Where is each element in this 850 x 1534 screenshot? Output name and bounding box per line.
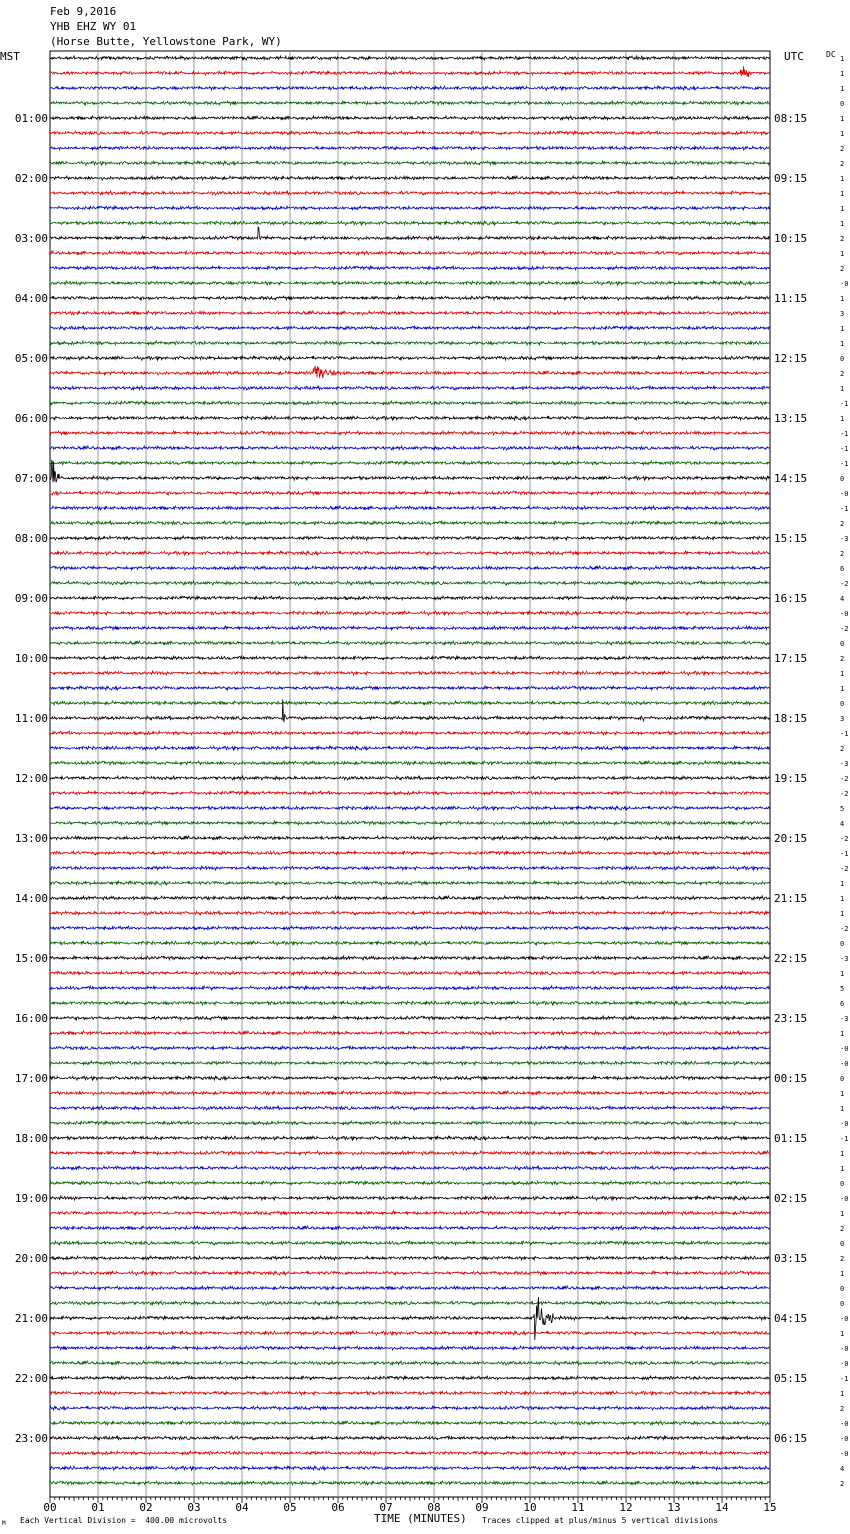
dc-offset-value: 1 [840,1030,845,1038]
x-tick-label: 07 [379,1501,393,1514]
station-code: YHB EHZ WY 01 [50,20,137,33]
dc-offset-value: 1 [840,205,845,213]
mst-hour-label: 10:00 [14,652,48,665]
recording-date: Feb 9,2016 [50,5,117,18]
seismic-trace-24 [50,416,769,421]
seismic-trace-4 [50,116,769,120]
dc-offset-value: -0 [840,1195,849,1203]
mst-hour-label: 19:00 [14,1192,48,1205]
dc-offset-value: -2 [840,625,849,633]
dc-offset-value: 1 [840,325,845,333]
utc-hour-label: 13:15 [774,412,808,425]
x-tick-label: 02 [139,1501,153,1514]
seismic-trace-58 [50,926,769,930]
dc-offset-value: 2 [840,1225,845,1233]
dc-offset-value: 0 [840,1285,845,1293]
seismic-trace-47 [50,761,769,765]
utc-hour-label: 06:15 [774,1432,808,1445]
dc-offset-value: 4 [840,595,845,603]
dc-offset-value: 0 [840,1240,845,1248]
dc-offset-value: 6 [840,565,845,573]
dc-offset-value: -1 [840,460,849,468]
mst-hour-label: 01:00 [14,112,48,125]
seismic-trace-7 [50,161,769,165]
mst-hour-label: 09:00 [14,592,48,605]
dc-offset-value: 1 [840,220,845,228]
left-timezone-label: MST [0,50,20,63]
seismic-trace-41 [50,671,769,676]
dc-offset-value: -0 [840,1045,849,1053]
dc-offset-value: -3 [840,535,849,543]
seismic-trace-42 [50,686,769,690]
dc-offset-value: 5 [840,985,845,993]
seismic-trace-32 [50,536,769,540]
seismic-trace-13 [50,251,769,255]
x-tick-label: 15 [763,1501,777,1514]
seismic-trace-83 [50,1301,769,1305]
dc-offset-value: -2 [840,835,849,843]
dc-offset-value: -1 [840,445,849,453]
seismic-trace-49 [50,791,769,795]
seismic-trace-15 [50,281,769,286]
station-location: (Horse Butte, Yellowstone Park, WY) [50,35,282,48]
x-tick-label: 13 [667,1501,681,1514]
x-tick-label: 14 [715,1501,729,1514]
dc-offset-value: -0 [840,1420,849,1428]
seismic-trace-14 [50,266,769,270]
dc-offset-value: 1 [840,1150,845,1158]
seismic-trace-70 [50,1106,769,1110]
seismic-trace-39 [50,641,769,645]
x-tick-label: 05 [283,1501,297,1514]
seismic-trace-30 [50,506,769,510]
dc-offset-value: -1 [840,430,849,438]
seismic-trace-33 [50,551,769,556]
mst-hour-label: 15:00 [14,952,48,965]
seismic-trace-64 [50,1016,769,1020]
seismic-trace-51 [50,821,769,825]
utc-hour-label: 17:15 [774,652,808,665]
mst-hour-label: 21:00 [14,1312,48,1325]
seismic-trace-16 [50,296,769,300]
dc-offset-value: 1 [840,70,845,78]
dc-offset-value: 1 [840,415,845,423]
seismic-trace-29 [50,491,769,495]
utc-hour-label: 04:15 [774,1312,808,1325]
seismic-trace-12 [50,227,769,240]
seismic-trace-82 [50,1286,769,1290]
mst-hour-label: 08:00 [14,532,48,545]
mst-hour-label: 20:00 [14,1252,48,1265]
seismic-trace-89 [50,1391,769,1396]
seismic-trace-88 [50,1376,769,1380]
dc-offset-value: 1 [840,1330,845,1338]
x-tick-label: 08 [427,1501,441,1514]
seismic-trace-6 [50,146,769,150]
x-tick-label: 09 [475,1501,489,1514]
seismic-trace-69 [50,1091,769,1095]
dc-offset-value: 1 [840,910,845,918]
dc-offset-value: 1 [840,1210,845,1218]
seismic-trace-45 [50,731,769,735]
dc-offset-value: 0 [840,640,845,648]
dc-offset-value: -2 [840,790,849,798]
mst-hour-label: 18:00 [14,1132,48,1145]
seismic-trace-10 [50,206,769,210]
seismic-trace-46 [50,746,769,751]
dc-offset-value: -0 [840,1120,849,1128]
dc-offset-value: -3 [840,955,849,963]
mst-hour-label: 11:00 [14,712,48,725]
x-tick-label: 01 [91,1501,105,1514]
utc-hour-label: 05:15 [774,1372,808,1385]
dc-offset-value: 2 [840,550,845,558]
seismic-trace-90 [50,1406,769,1410]
dc-offset-value: -0 [840,1345,849,1353]
seismic-trace-75 [50,1181,769,1185]
dc-offset-value: 2 [840,1405,845,1413]
mst-hour-label: 22:00 [14,1372,48,1385]
seismic-trace-25 [50,431,769,435]
seismic-trace-9 [50,191,769,195]
clip-note: Traces clipped at plus/minus 5 vertical divisions [482,1516,719,1525]
dc-offset-value: 1 [840,295,845,303]
mst-hour-label: 06:00 [14,412,48,425]
x-axis-title: TIME (MINUTES) [374,1512,467,1525]
dc-offset-value: 1 [840,1105,845,1113]
utc-hour-label: 21:15 [774,892,808,905]
seismic-trace-2 [50,86,769,91]
dc-offset-value: 5 [840,805,845,813]
mst-hour-label: 13:00 [14,832,48,845]
seismic-trace-23 [50,401,769,405]
dc-offset-value: 1 [840,130,845,138]
dc-offset-value: -0 [840,1360,849,1368]
utc-hour-label: 22:15 [774,952,808,965]
x-tick-label: 00 [43,1501,57,1514]
dc-offset-value: 2 [840,265,845,273]
dc-offset-value: 2 [840,655,845,663]
dc-offset-value: 1 [840,970,845,978]
scale-note: Each Vertical Division = 400.00 microvolts [20,1516,228,1525]
seismic-trace-76 [50,1196,769,1201]
seismic-trace-79 [50,1241,769,1245]
utc-hour-label: 10:15 [774,232,808,245]
dc-offset-value: -1 [840,850,849,858]
seismic-trace-78 [50,1226,769,1230]
dc-offset-value: 4 [840,820,845,828]
utc-hour-label: 01:15 [774,1132,808,1145]
utc-hour-label: 11:15 [774,292,808,305]
dc-offset-value: 3 [840,310,845,318]
seismic-trace-92 [50,1436,769,1440]
dc-offset-value: 1 [840,385,845,393]
dc-offset-value: 0 [840,475,845,483]
seismic-trace-61 [50,971,769,975]
x-tick-label: 06 [331,1501,345,1514]
seismic-trace-37 [50,611,769,616]
seismic-trace-60 [50,956,769,960]
utc-hour-label: 02:15 [774,1192,808,1205]
utc-hour-label: 14:15 [774,472,808,485]
seismic-trace-74 [50,1166,769,1170]
dc-offset-value: -1 [840,400,849,408]
seismic-trace-18 [50,326,769,330]
seismic-trace-62 [50,986,769,990]
utc-hour-label: 09:15 [774,172,808,185]
dc-offset-value: -2 [840,925,849,933]
utc-hour-label: 08:15 [774,112,808,125]
dc-offset-value: 3 [840,715,845,723]
x-tick-label: 12 [619,1501,633,1514]
seismic-trace-71 [50,1121,769,1125]
utc-hour-label: 12:15 [774,352,808,365]
mst-hour-label: 05:00 [14,352,48,365]
dc-offset-header: DC [826,50,836,59]
dc-offset-value: -0 [840,1450,849,1458]
seismic-trace-31 [50,521,769,525]
x-tick-label: 04 [235,1501,249,1514]
utc-hour-label: 20:15 [774,832,808,845]
seismic-trace-72 [50,1136,769,1141]
dc-offset-value: -1 [840,1135,849,1143]
seismic-trace-91 [50,1421,769,1425]
x-tick-label: 11 [571,1501,585,1514]
dc-offset-value: 1 [840,1270,845,1278]
dc-offset-value: -1 [840,730,849,738]
dc-offset-value: 1 [840,895,845,903]
dc-offset-value: 1 [840,670,845,678]
mst-hour-label: 12:00 [14,772,48,785]
mst-hour-label: 02:00 [14,172,48,185]
dc-offset-value: 0 [840,355,845,363]
dc-offset-value: 1 [840,685,845,693]
seismic-trace-66 [50,1046,769,1050]
dc-offset-value: -3 [840,760,849,768]
dc-offset-value: 4 [840,1465,845,1473]
seismic-trace-21 [50,366,769,378]
seismic-trace-73 [50,1151,769,1155]
dc-offset-value: 1 [840,55,845,63]
seismic-trace-77 [50,1211,769,1215]
utc-hour-label: 18:15 [774,712,808,725]
dc-offset-value: 1 [840,1390,845,1398]
dc-offset-value: 0 [840,1075,845,1083]
dc-offset-value: -0 [840,490,849,498]
seismic-trace-26 [50,446,769,450]
seismic-trace-87 [50,1361,769,1365]
dc-offset-value: 0 [840,1180,845,1188]
seismic-trace-1 [50,66,769,77]
seismic-trace-3 [50,101,769,105]
dc-offset-value: 1 [840,1165,845,1173]
dc-offset-value: 1 [840,115,845,123]
dc-offset-value: 1 [840,85,845,93]
seismic-trace-19 [50,341,769,345]
dc-offset-value: -1 [840,1375,849,1383]
x-tick-label: 10 [523,1501,537,1514]
seismic-trace-80 [50,1256,769,1260]
utc-hour-label: 00:15 [774,1072,808,1085]
seismic-trace-86 [50,1346,769,1350]
seismic-trace-5 [50,131,769,135]
dc-offset-value: -3 [840,1015,849,1023]
seismic-trace-48 [50,776,769,780]
dc-offset-value: -2 [840,865,849,873]
seismic-trace-38 [50,626,769,630]
seismic-trace-95 [50,1481,769,1485]
seismic-trace-65 [50,1031,769,1035]
seismic-trace-50 [50,806,769,811]
dc-offset-value: 2 [840,1255,845,1263]
utc-hour-label: 15:15 [774,532,808,545]
dc-offset-value: 2 [840,370,845,378]
seismic-trace-68 [50,1076,769,1080]
dc-offset-value: 2 [840,145,845,153]
mst-hour-label: 14:00 [14,892,48,905]
utc-hour-label: 23:15 [774,1012,808,1025]
seismic-trace-8 [50,176,769,180]
seismic-trace-52 [50,836,769,840]
mst-hour-label: 04:00 [14,292,48,305]
mst-hour-label: 07:00 [14,472,48,485]
seismic-trace-85 [50,1331,769,1336]
dc-offset-value: 2 [840,1480,845,1488]
dc-offset-value: 1 [840,880,845,888]
dc-offset-value: 0 [840,700,845,708]
dc-offset-value: -0 [840,1315,849,1323]
dc-offset-value: -0 [840,1060,849,1068]
dc-offset-value: 1 [840,340,845,348]
seismic-trace-20 [50,356,769,360]
dc-offset-value: 2 [840,160,845,168]
seismic-trace-63 [50,1001,769,1006]
seismic-trace-0 [50,56,769,60]
mst-hour-label: 03:00 [14,232,48,245]
seismic-trace-36 [50,596,769,600]
seismic-trace-35 [50,581,769,585]
seismic-trace-43 [50,701,769,705]
dc-offset-value: -2 [840,580,849,588]
seismic-trace-57 [50,911,769,915]
seismic-trace-27 [50,461,769,465]
dc-offset-value: -0 [840,610,849,618]
seismic-trace-55 [50,881,769,885]
dc-offset-value: -0 [840,1435,849,1443]
dc-offset-value: 1 [840,1090,845,1098]
dc-offset-value: 0 [840,1300,845,1308]
dc-offset-value: 1 [840,190,845,198]
seismic-trace-22 [50,386,769,390]
seismic-trace-67 [50,1061,769,1065]
utc-hour-label: 03:15 [774,1252,808,1265]
seismic-trace-11 [50,221,769,226]
dc-offset-value: 0 [840,100,845,108]
seismic-trace-93 [50,1451,769,1455]
seismic-trace-81 [50,1271,769,1275]
mst-hour-label: 16:00 [14,1012,48,1025]
corner-mark: M [2,1520,6,1527]
dc-offset-value: 2 [840,235,845,243]
mst-hour-label: 17:00 [14,1072,48,1085]
seismic-trace-17 [50,311,769,315]
seismic-trace-94 [50,1466,769,1471]
seismic-trace-56 [50,896,769,900]
dc-offset-value: 2 [840,520,845,528]
seismic-trace-34 [50,566,769,570]
dc-offset-value: 6 [840,1000,845,1008]
seismic-trace-40 [50,656,769,660]
dc-offset-value: -0 [840,280,849,288]
x-tick-label: 03 [187,1501,201,1514]
dc-offset-value: -1 [840,505,849,513]
seismic-trace-53 [50,851,769,855]
dc-offset-value: 0 [840,940,845,948]
dc-offset-value: 1 [840,250,845,258]
dc-offset-value: 1 [840,175,845,183]
dc-offset-value: 2 [840,745,845,753]
utc-hour-label: 16:15 [774,592,808,605]
dc-offset-value: -2 [840,775,849,783]
utc-hour-label: 19:15 [774,772,808,785]
seismic-trace-59 [50,941,769,946]
right-timezone-label: UTC [784,50,804,63]
seismic-trace-54 [50,866,769,871]
mst-hour-label: 23:00 [14,1432,48,1445]
